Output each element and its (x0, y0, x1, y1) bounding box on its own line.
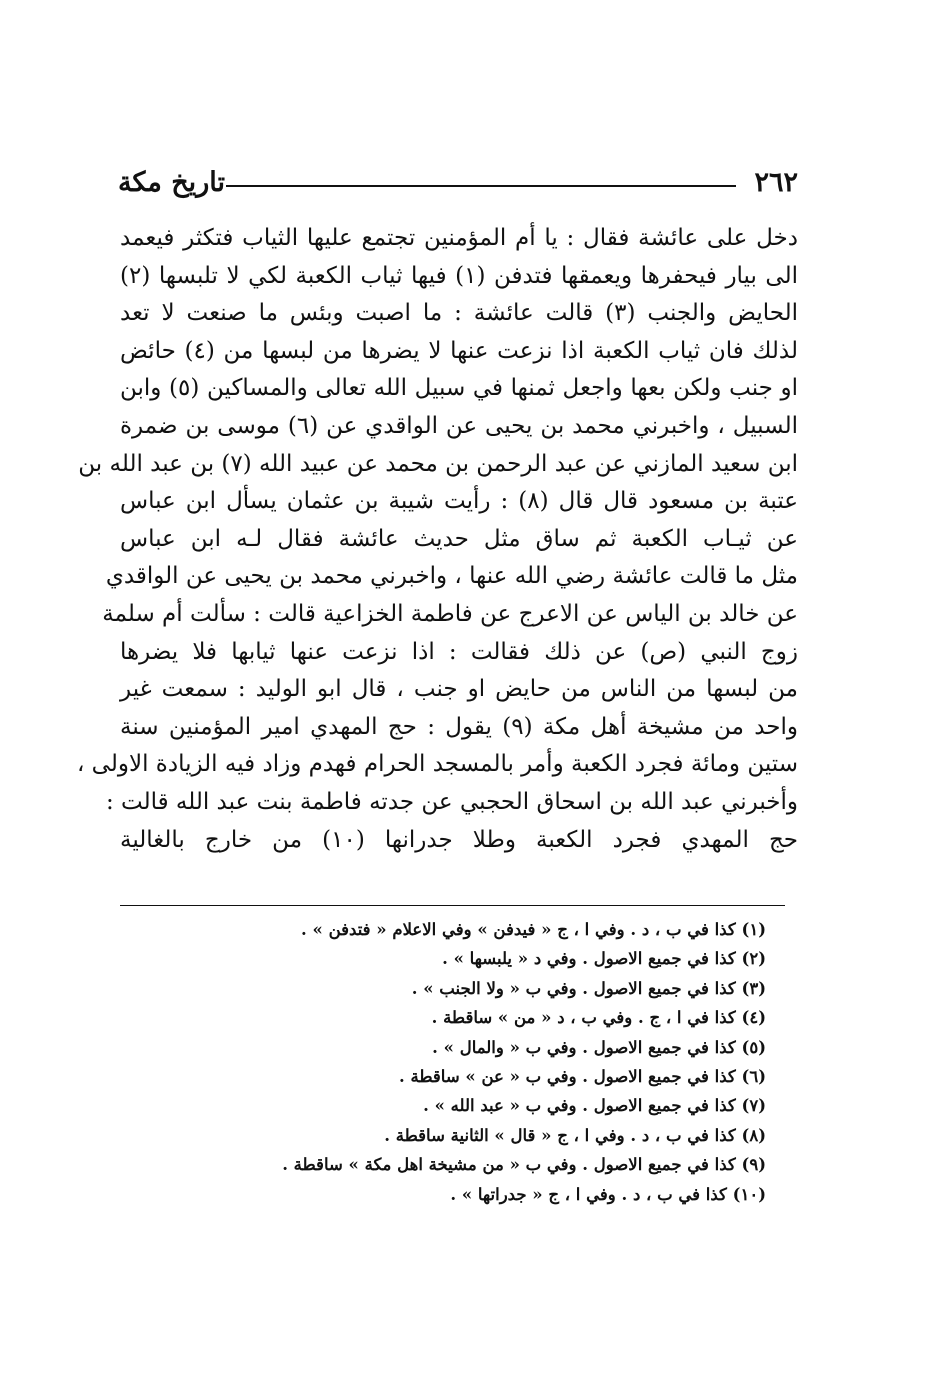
main-text (76, 220, 799, 859)
page-number: ٢٦٢ (754, 167, 798, 198)
text-line: الى بيار فيحفرها ويعمقها فتدفن (١) فيها ثياب الكعبة لكي لا تلبسها (٢) (120, 262, 798, 289)
book-title: تاريخ مكة (118, 167, 225, 198)
text-line: حج المهدي فجرد الكعبة وطلا جدرانها (١٠) من خارج بالغالية (120, 826, 799, 853)
text-line: دخل على عائشة فقال : يا أم المؤمنين تجتمع عليها الثياب فتكثر فيعمد (120, 225, 798, 251)
footnote: (٣) كذا في جميع الاصول . وفي ب « ولا الجنب » . (411, 978, 766, 998)
text-line: عتبة بن مسعود قال قال (٨) : رأيت شيبة بن عثمان يسأل ابن عباس (120, 488, 798, 515)
text-line: لذلك فان ثياب الكعبة اذا نزعت عنها لا يضرها من لبسها من (٤) حائض (120, 337, 798, 364)
footnote-separator (120, 905, 785, 906)
text-line: زوج النبي (ص) عن ذلك فقالت : اذا نزعت عنها ثيابها فلا يضرها (120, 638, 798, 665)
header-rule (226, 185, 736, 187)
footnote: (٦) كذا في جميع الاصول . وفي ب « عن » ساقطة . (399, 1066, 766, 1086)
text-line: او جنب ولكن بعها واجعل ثمنها في سبيل الله تعالى والمساكين (٥) وابن (120, 375, 799, 402)
footnote: (٨) كذا في ب ، د . وفي ا ، ج « قال » الثانية ساقطة . (384, 1125, 766, 1145)
text-line: ستين ومائة فجرد الكعبة وأمر بالمسجد الحرام فهدم وزاد فيه الزيادة الاولى ، (76, 751, 798, 778)
text-line: مثل ما قالت عائشة رضي الله عنها ، واخبرني محمد بن يحيى عن الواقدي (105, 563, 798, 590)
footnote: (٥) كذا في جميع الاصول . وفي ب « والمال » . (432, 1037, 766, 1057)
footnote: (١٠) كذا في ب ، د . وفي ا ، ج « جدراتها » . (450, 1184, 766, 1204)
footnote: (٩) كذا في جميع الاصول . وفي ب « من مشيخة اهل مكة » ساقطة . (282, 1155, 766, 1175)
text-line: الحايض والجنب (٣) قالت عائشة : ما اصبت وبئس ما صنعت لا تعد (120, 300, 798, 327)
text-line: واحد من مشيخة أهل مكة (٩) يقول : حج المهدي امير المؤمنين سنة (120, 713, 798, 740)
footnote: (١) كذا في ب ، د . وفي ا ، ج « فيدفن » وفي الاعلام « فتدفن » . (301, 920, 766, 939)
footnote: (٢) كذا في جميع الاصول . وفي د « يلبسها » . (442, 949, 766, 969)
text-line: عن ثيـاب الكعبة ثم ساق مثل حديث عائشة فقال لـه ابن عباس (120, 525, 798, 552)
text-line: من لبسها من الناس من حايض او جنب ، قال ابو الوليد : سمعت غير (120, 676, 798, 703)
text-line: عن خالد بن الياس عن الاعرج عن فاطمة الخزاعية قالت : سألت أم سلمة (102, 600, 798, 627)
text-line: ابن سعيد المازني عن عبد الرحمن بن محمد عن عبيد الله (٧) بن عبد الله بن (78, 450, 798, 477)
footnote: (٧) كذا في جميع الاصول . وفي ب « عبد الله » . (423, 1096, 766, 1116)
text-line: السبيل ، واخبرني محمد بن يحيى عن الواقدي عن (٦) موسى بن ضمرة (120, 412, 798, 439)
running-header (118, 163, 798, 203)
footnote: (٤) كذا في ا ، ج . وفي ب ، د « من » ساقطة . (431, 1008, 766, 1028)
footnotes (200, 915, 766, 1209)
text-line: وأخبرني عبد الله بن اسحاق الحجبي عن جدته فاطمة بنت عبد الله قالت : (105, 788, 798, 815)
